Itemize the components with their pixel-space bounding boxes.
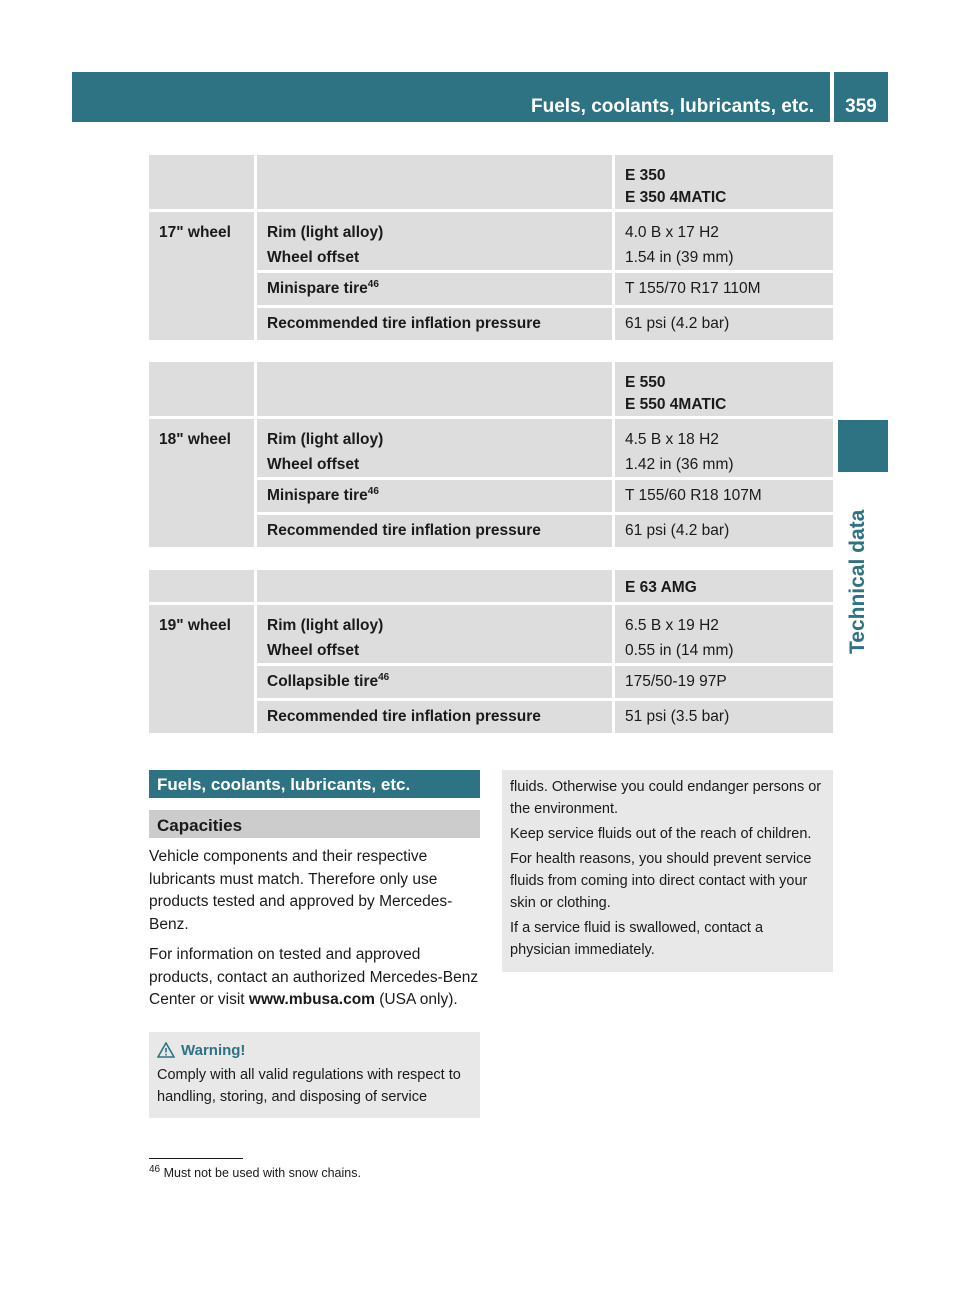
rim-label: Rim (light alloy) Wheel offset [257, 419, 615, 477]
model-header: E 350 E 350 4MATIC [615, 155, 833, 209]
rim-value: 4.0 B x 17 H2 1.54 in (39 mm) [615, 212, 833, 270]
pressure-value: 51 psi (3.5 bar) [615, 701, 833, 733]
side-tab-marker [838, 420, 888, 472]
warning-health-text: For health reasons, you should prevent service fluids from coming into direct contact with your skin or clothing. [510, 851, 812, 911]
warning-triangle-icon [157, 1042, 175, 1058]
spare-value: T 155/70 R17 110M [615, 273, 833, 305]
wheel-size: 19" wheel [149, 605, 257, 733]
intro-paragraph: Vehicle components and their respective lubricants must match. Therefore only use products tested and approved by Mercedes-Benz. [149, 848, 453, 933]
subsection-title: Capacities [149, 810, 480, 838]
wheel-size: 18" wheel [149, 419, 257, 547]
section-title: Fuels, coolants, lubricants, etc. [149, 770, 480, 798]
collapsible-label: Collapsible tire$^{46}$ [257, 666, 615, 698]
rim-label: Rim (light alloy) Wheel offset [257, 212, 615, 270]
warning-heading: Warning! [157, 1040, 472, 1062]
footnote-divider [149, 1158, 243, 1159]
pressure-label: Recommended tire inflation pressure [257, 701, 615, 733]
warning-text: Comply with all valid regulations with respect to handling, storing, and disposing of service [157, 1066, 461, 1105]
warning-children-text: Keep service fluids out of the reach of children. [510, 826, 812, 842]
page-number: 359 [834, 72, 888, 122]
model-header: E 550 E 550 4MATIC [615, 362, 833, 416]
pressure-value: 61 psi (4.2 bar) [615, 515, 833, 547]
rim-label: Rim (light alloy) Wheel offset [257, 605, 615, 663]
wheel-size: 17" wheel [149, 212, 257, 340]
spec-table-e350 [149, 152, 833, 343]
pressure-label: Recommended tire inflation pressure [257, 515, 615, 547]
spec-table-e63amg [149, 567, 833, 736]
warning-continued-text: fluids. Otherwise you could endanger persons or the environment. [510, 779, 822, 817]
capacities-section [149, 770, 480, 1118]
spare-label: Minispare tire$^{46}$ [257, 480, 615, 512]
rim-value: 4.5 B x 18 H2 1.42 in (36 mm) [615, 419, 833, 477]
page-header-title: Fuels, coolants, lubricants, etc. [72, 72, 830, 122]
warning-continued-box [502, 770, 833, 972]
spec-table-e550 [149, 359, 833, 550]
rim-value: 6.5 B x 19 H2 0.55 in (14 mm) [615, 605, 833, 663]
footnote: $^{46}$ Must not be used with snow chains. [149, 1163, 361, 1180]
spare-value: T 155/60 R18 107M [615, 480, 833, 512]
pressure-label: Recommended tire inflation pressure [257, 308, 615, 340]
pressure-value: 61 psi (4.2 bar) [615, 308, 833, 340]
website-link[interactable]: www.mbusa.com [248, 991, 375, 1008]
info-paragraph: For information on tested and approved products, contact an authorized Mercedes-Benz Center or visit www.mbusa.com (USA only). [149, 946, 479, 1008]
model-header: E 63 AMG [615, 570, 833, 602]
warning-swallow-text: If a service fluid is swallowed, contact a physician immediately. [510, 920, 764, 958]
collapsible-value: 175/50-19 97P [615, 666, 833, 698]
side-section-label: Technical data [846, 509, 869, 654]
warning-box [149, 1032, 480, 1118]
spare-label: Minispare tire$^{46}$ [257, 273, 615, 305]
